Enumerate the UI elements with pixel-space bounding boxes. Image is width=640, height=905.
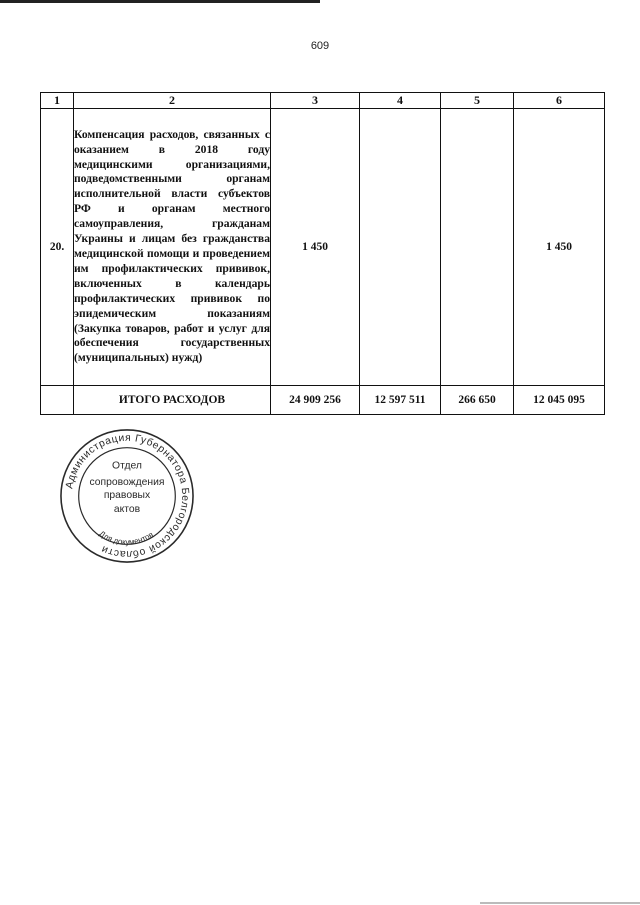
official-stamp xyxy=(58,427,196,565)
total-index-cell xyxy=(41,386,74,415)
total-value-col6: 12 045 095 xyxy=(514,386,605,415)
stamp-line-2: сопровождения xyxy=(89,477,165,489)
total-value-col5: 266 650 xyxy=(441,386,514,415)
table-header-row xyxy=(41,93,605,109)
column-header-5: 5 xyxy=(441,93,514,109)
row-value-col5 xyxy=(441,109,514,386)
column-header-1: 1 xyxy=(41,93,74,109)
column-header-4: 4 xyxy=(360,93,441,109)
total-label: ИТОГО РАСХОДОВ xyxy=(74,386,271,415)
column-header-2: 2 xyxy=(74,93,271,109)
scan-edge-line xyxy=(0,0,320,3)
column-header-6: 6 xyxy=(514,93,605,109)
budget-table xyxy=(40,92,605,415)
stamp-line-1: Отдел xyxy=(112,460,142,472)
stamp-line-3: правовых xyxy=(103,489,151,501)
table-row xyxy=(41,109,605,386)
stamp-line-4: актов xyxy=(113,503,141,515)
scan-edge-line-bottom xyxy=(480,902,640,904)
row-value-col3: 1 450 xyxy=(271,109,360,386)
row-value-col4 xyxy=(360,109,441,386)
total-row xyxy=(41,386,605,415)
total-value-col3: 24 909 256 xyxy=(271,386,360,415)
total-value-col4: 12 597 511 xyxy=(360,386,441,415)
stamp-bottom-text: Для документов xyxy=(97,528,155,547)
page-number: 609 xyxy=(310,40,330,52)
row-description: Компенсация расходов, связанных с оказанием в 2018 году медицинскими организациями, подведомственными органам исполнительной власти субъектов РФ и органам местного самоуправления, гражданам Украины и лицам без гражданства медицинской помощи и проведением им профилактических прививок, включенных в календарь профилактических прививок по эпидемическим показаниям (Закупка товаров, работ и услуг для обеспечения государственных (муниципальных) нужд) xyxy=(74,127,270,365)
stamp-ring-text: Администрация Губернатора Белгородской области xyxy=(64,432,191,560)
column-header-3: 3 xyxy=(271,93,360,109)
row-index: 20. xyxy=(41,109,74,386)
row-value-col6: 1 450 xyxy=(514,109,605,386)
row-description-cell xyxy=(74,109,271,386)
